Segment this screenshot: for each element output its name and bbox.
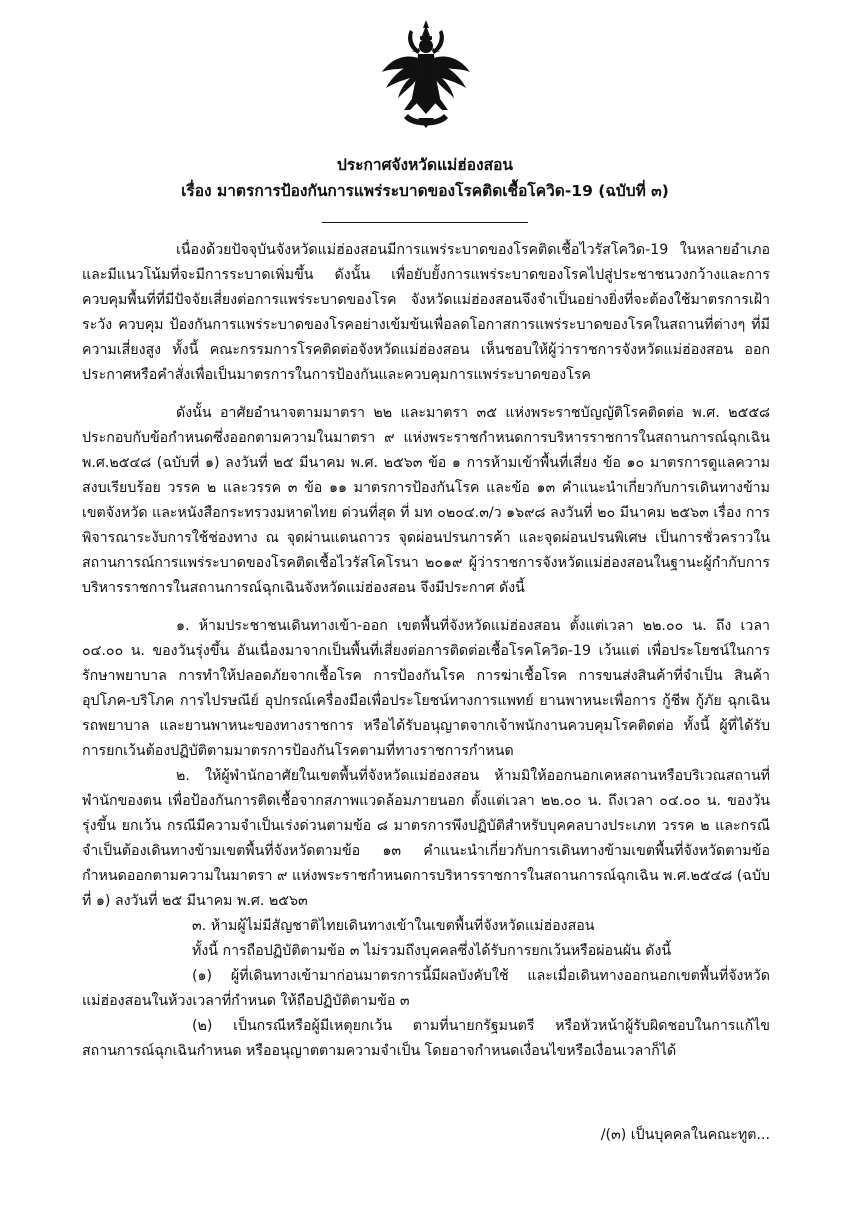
garuda-emblem-icon [378, 18, 474, 130]
intro-paragraph: เนื่องด้วยปัจจุบันจังหวัดแม่ฮ่องสอนมีการแพร่ระบาดของโรคติดเชื้อไวรัสโควิด-19 ในหลายอำเภอ และมีแนวโน้มที่จะมีการระบาดเพิ่มขึ้น ดังนั้น เพื่อยับยั้งการแพร่ระบาดของโรคไปสู่ประชาชนวงกว้างและการควบคุมพื้นที่ที่มีปัจจัยเสี่ยงต่อการแพร่ระบาดของโรค จังหวัดแม่ฮ่องสอนจึงจำเป็นอย่างยิ่งที่จะต้องใช้มาตรการเฝ้าระวัง ควบคุม ป้องกันการแพร่ระบาดของโรคอย่างเข้มข้นเพื่อลดโอกาสการแพร่ระบาดของโรคในสถานที่ต่างๆ ที่มีความเสี่ยงสูง ทั้งนี้ คณะกรรมการโรคติดต่อจังหวัดแม่ฮ่องสอน เห็นชอบให้ผู้ว่าราชการจังหวัดแม่ฮ่องสอน ออกประกาศหรือคำสั่งเพื่อเป็นมาตรการในการป้องกันและควบคุมการแพร่ระบาดของโรค [82, 242, 770, 383]
item-2: ๒. ให้ผู้พำนักอาศัยในเขตพื้นที่จังหวัดแม่ฮ่องสอน ห้ามมิให้ออกนอกเคหสถานหรือบริเวณสถานที่พำนักของตน เพื่อป้องกันการติดเชื้อจากสภาพแวดล้อมภายนอก ตั้งแต่เวลา ๒๒.๐๐ น. ถึงเวลา ๐๔.๐๐ น. ของวันรุ่งขึ้น ยกเว้น กรณีมีความจำเป็นเร่งด่วนตามข้อ ๘ มาตรการพึงปฏิบัติสำหรับบุคคลบางประเภท วรรค ๒ และกรณีจำเป็นต้องเดินทางข้ามเขตพื้นที่จังหวัดตามข้อ ๑๓ คำแนะนำเกี่ยวกับการเดินทางข้ามเขตพื้นที่จังหวัดตามข้อกำหนดออกตามความในมาตรา ๙ แห่งพระราชกำหนดการบริหารราชการในสถานการณ์ฉุกเฉิน พ.ศ.๒๕๔๘ (ฉบับที่ ๑) ลงวันที่ ๒๕ มีนาคม พ.ศ. ๒๕๖๓ [82, 768, 770, 909]
item-3-note: ทั้งนี้ การถือปฏิบัติตามข้อ ๓ ไม่รวมถึงบุคคลซึ่งได้รับการยกเว้นหรือผ่อนผัน ดังนี้ [192, 943, 672, 959]
title-divider [322, 222, 528, 223]
header [0, 152, 850, 204]
page-title: ประกาศจังหวัดแม่ฮ่องสอน [337, 156, 513, 174]
authority-paragraph: ดังนั้น อาศัยอำนาจตามมาตรา ๒๒ และมาตรา ๓๕ แห่งพระราชบัญญัติโรคติดต่อ พ.ศ. ๒๕๕๘ ประกอบกับข้อกำหนดซึ่งออกตามความในมาตรา ๙ แห่งพระราชกำหนดการบริหารราชการในสถานการณ์ฉุกเฉิน พ.ศ.๒๕๔๘ (ฉบับที่ ๑) ลงวันที่ ๒๕ มีนาคม พ.ศ. ๒๕๖๓ ข้อ ๑ การห้ามเข้าพื้นที่เสี่ยง ข้อ ๑๐ มาตรการดูแลความสงบเรียบร้อย วรรค ๒ และวรรค ๓ ข้อ ๑๑ มาตรการป้องกันโรค และข้อ ๑๓ คำแนะนำเกี่ยวกับการเดินทางข้ามเขตจังหวัด และหนังสือกระทรวงมหาดไทย ด่วนที่สุด ที่ มท ๐๒๐๔.๓/ว ๑๖๙๘ ลงวันที่ ๒๐ มีนาคม ๒๕๖๓ เรื่อง การพิจารณาระงับการใช้ช่องทาง ณ จุดผ่านแดนถาวร จุดผ่อนปรนการค้า และจุดผ่อนปรนพิเศษ เป็นการชั่วคราวในสถานการณ์การแพร่ระบาดของโรคติดเชื้อไวรัสโคโรนา ๒๐๑๙ ผู้ว่าราชการจังหวัดแม่ฮ่องสอนในฐานะผู้กำกับการบริหารราชการในสถานการณ์ฉุกเฉินจังหวัดแม่ฮ่องสอน จึงมีประกาศ ดังนี้ [82, 405, 770, 596]
item-3: ๓. ห้ามผู้ไม่มีสัญชาติไทยเดินทางเข้าในเขตพื้นที่จังหวัดแม่ฮ่องสอน [192, 918, 595, 934]
announcement-subject: เรื่อง มาตรการป้องกันการแพร่ระบาดของโรคติดเชื้อโควิด-19 (ฉบับที่ ๓) [181, 182, 669, 200]
continued-marker: /(๓) เป็นบุคคลในคณะทูต... [600, 1127, 770, 1143]
item-3-sub-2: (๒) เป็นกรณีหรือผู้มีเหตุยกเว้น ตามที่นายกรัฐมนตรี หรือหัวหน้าผู้รับผิดชอบในการแก้ไขสถานการณ์ฉุกเฉินกำหนด หรืออนุญาตตามความจำเป็น โดยอาจกำหนดเงื่อนไขหรือเงื่อนเวลาก็ได้ [82, 1018, 770, 1059]
item-3-sub-1: (๑) ผู้ที่เดินทางเข้ามาก่อนมาตรการนี้มีผลบังคับใช้ และเมื่อเดินทางออกนอกเขตพื้นที่จังหวัดแม่ฮ่องสอนในห้วงเวลาที่กำหนด ให้ถือปฏิบัติตามข้อ ๓ [82, 968, 770, 1009]
announcement-body [82, 238, 770, 1064]
item-1: ๑. ห้ามประชาชนเดินทางเข้า-ออก เขตพื้นที่จังหวัดแม่ฮ่องสอน ตั้งแต่เวลา ๒๒.๐๐ น. ถึง เวลา ๐๔.๐๐ น. ของวันรุ่งขึ้น อันเนื่องมาจากเป็นพื้นที่เสี่ยงต่อการติดต่อเชื้อโรคโควิด-19 เว้นแต่ เพื่อประโยชน์ในการรักษาพยาบาล การทำให้ปลอดภัยจากเชื้อโรค การป้องกันโรค การฆ่าเชื้อโรค การขนส่งสินค้าที่จำเป็น สินค้าอุปโภค-บริโภค การไปรษณีย์ อุปกรณ์เครื่องมือเพื่อประโยชน์ทางการแพทย์ ยานพาหนะเพื่อการ กู้ชีพ กู้ภัย ฉุกเฉิน รถพยาบาล และยานพาหนะของทางราชการ หรือได้รับอนุญาตจากเจ้าพนักงานควบคุมโรคติดต่อ ทั้งนี้ ผู้ที่ได้รับการยกเว้นต้องปฏิบัติตามมาตรการป้องกันโรคตามที่ทางราชการกำหนด [82, 618, 770, 759]
